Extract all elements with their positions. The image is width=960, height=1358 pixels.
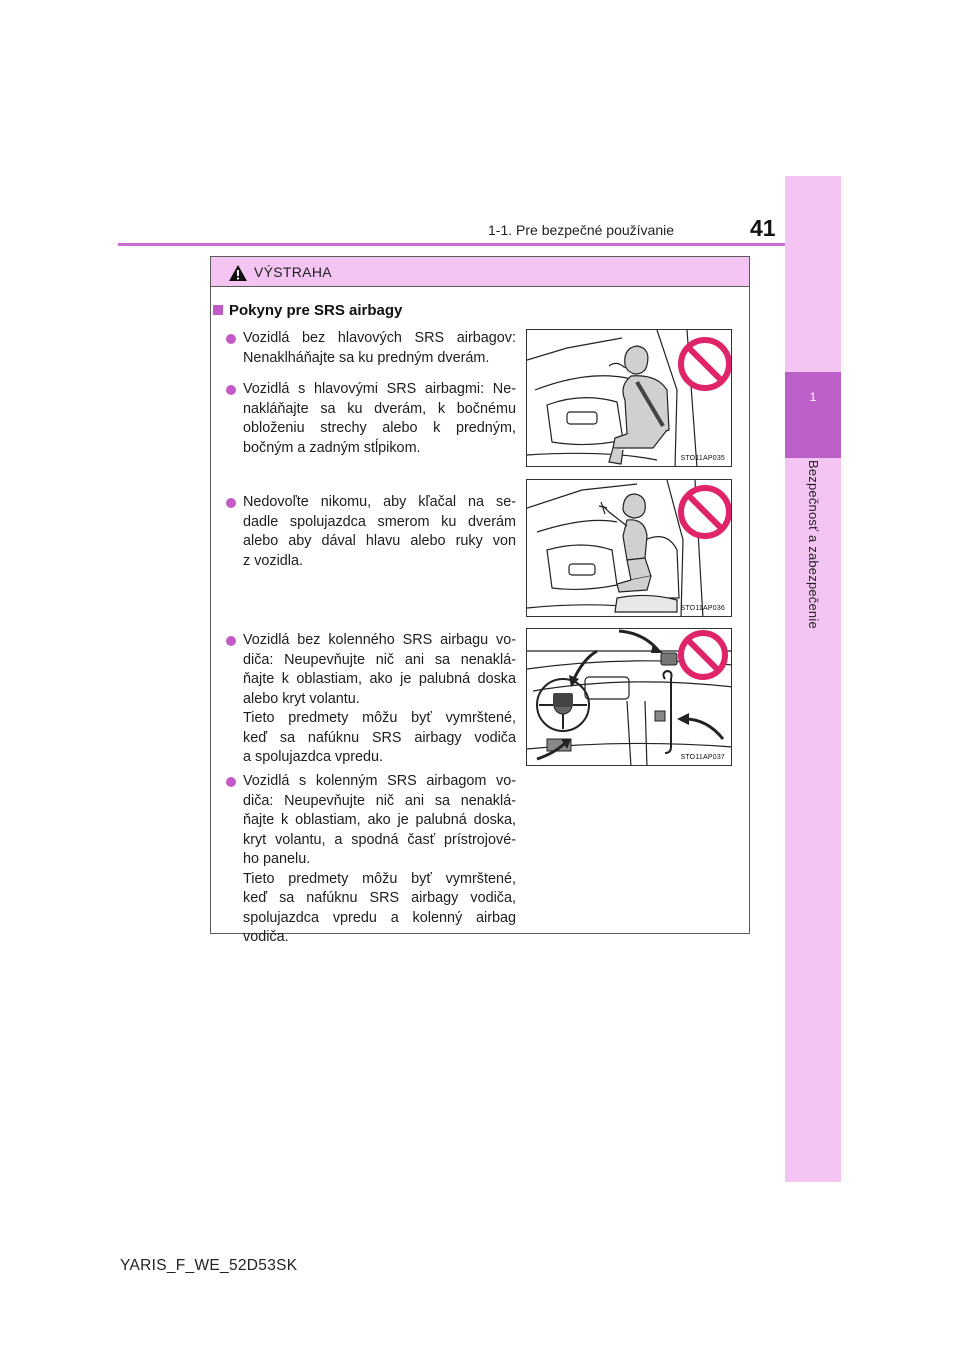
illustration-dashboard-objects [526,628,732,766]
bullet-head-airbags: Vozidlá s hlavovými SRS airbagmi: Ne- nakláňajte sa ku dverám, k bočnému obloženiu strechy alebo k predným, bočným a zadným stĺpikom. [226,380,516,458]
warning-triangle-icon [228,264,248,282]
page-number: 41 [750,215,776,241]
kneeling-person-drawing [527,480,732,617]
bullet-dot-icon [226,498,236,508]
illustration-kneeling-on-seat [526,479,732,617]
figure-label: STO11AP037 [680,754,725,761]
warning-sub-heading: Pokyny pre SRS airbagy [213,302,402,319]
dashboard-drawing [527,629,732,766]
figure-label: STO11AP035 [680,455,725,462]
bullet-dot-icon [226,636,236,646]
chapter-number: 1 [809,390,817,404]
header-divider [118,243,813,246]
bullet-no-head-airbags: Vozidlá bez hlavových SRS airbagov: Nenaklháňajte sa ku predným dverám. [226,329,516,368]
section-title: 1-1. Pre bezpečné používanie [488,222,675,238]
warning-header [211,257,749,287]
bullet-knee-airbag: Vozidlá s kolenným SRS airbagom vo- diča: Neupevňujte nič ani sa nenaklá- ňajte k oblastiam, ako je palubná doska, kryt volantu, a spodná časť prístrojové- ho panelu. Tieto predmety môžu byť vymrštené, keď sa nafúknu SRS airbagy vodiča, spolujazdca vpredu a kolenný airbag vodiča. [226,772,516,948]
illustration-leaning-on-door [526,329,732,467]
figure-label: STO11AP036 [680,605,725,612]
bullet-no-knee-airbag: Vozidlá bez kolenného SRS airbagu vo- diča: Neupevňujte nič ani sa nenaklá- ňajte k oblastiam, ako je palubná doska alebo kryt volantu. Tieto predmety môžu byť vymrštené, keď sa nafúknu SRS airbagy vodiča a spolujazdca vpredu. [226,631,516,768]
square-bullet-icon [213,305,223,315]
bullet-no-kneeling: Nedovoľte nikomu, aby kľačal na se- dadle spolujazdca smerom ku dverám alebo aby dával hlavu alebo ruky von z vozidla. [226,493,516,571]
chapter-label: Bezpečnosť a zabezpečenie [806,460,821,629]
bullet-dot-icon [226,777,236,787]
bullet-dot-icon [226,334,236,344]
document-code: YARIS_F_WE_52D53SK [120,1257,298,1274]
warning-title: VÝSTRAHA [254,264,332,280]
chapter-side-tab [785,176,841,1182]
leaning-person-drawing [527,330,732,467]
chapter-tab-marker [785,372,841,458]
bullet-dot-icon [226,385,236,395]
